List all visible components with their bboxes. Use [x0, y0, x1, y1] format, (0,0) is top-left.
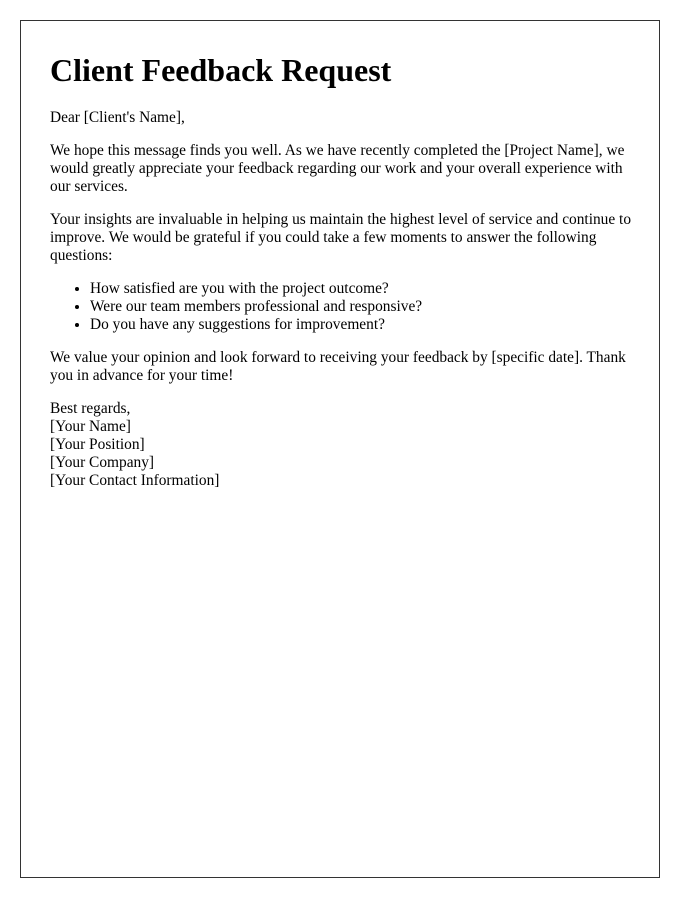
question-item: • Were our team members professional and responsive? [90, 298, 640, 316]
sender-name: [Your Name] [50, 418, 131, 435]
letter-page [20, 20, 660, 878]
intro-paragraph: We hope this message finds you well. As we have recently completed the [Project Name], we would greatly appreciate your feedback regarding our work and your overall experience with our services. [50, 142, 625, 195]
question-item: • Do you have any suggestions for improvement? [90, 316, 640, 334]
signature-block [50, 400, 640, 490]
salutation: Dear [Client's Name], [50, 109, 185, 126]
sender-contact: [Your Contact Information] [50, 472, 220, 489]
question-item: • How satisfied are you with the project outcome? [90, 280, 640, 298]
sender-position: [Your Position] [50, 436, 145, 453]
insights-paragraph: Your insights are invaluable in helping us maintain the highest level of service and continue to improve. We would be grateful if you could take a few moments to answer the following questions: [50, 211, 632, 264]
letter-title: Client Feedback Request [50, 52, 392, 88]
sender-company: [Your Company] [50, 454, 155, 471]
questions-list [50, 280, 640, 334]
closing-phrase: Best regards, [50, 400, 131, 417]
letter-content [50, 50, 640, 490]
closing-paragraph: We value your opinion and look forward to receiving your feedback by [specific date]. Thank you in advance for your time! [50, 349, 626, 384]
